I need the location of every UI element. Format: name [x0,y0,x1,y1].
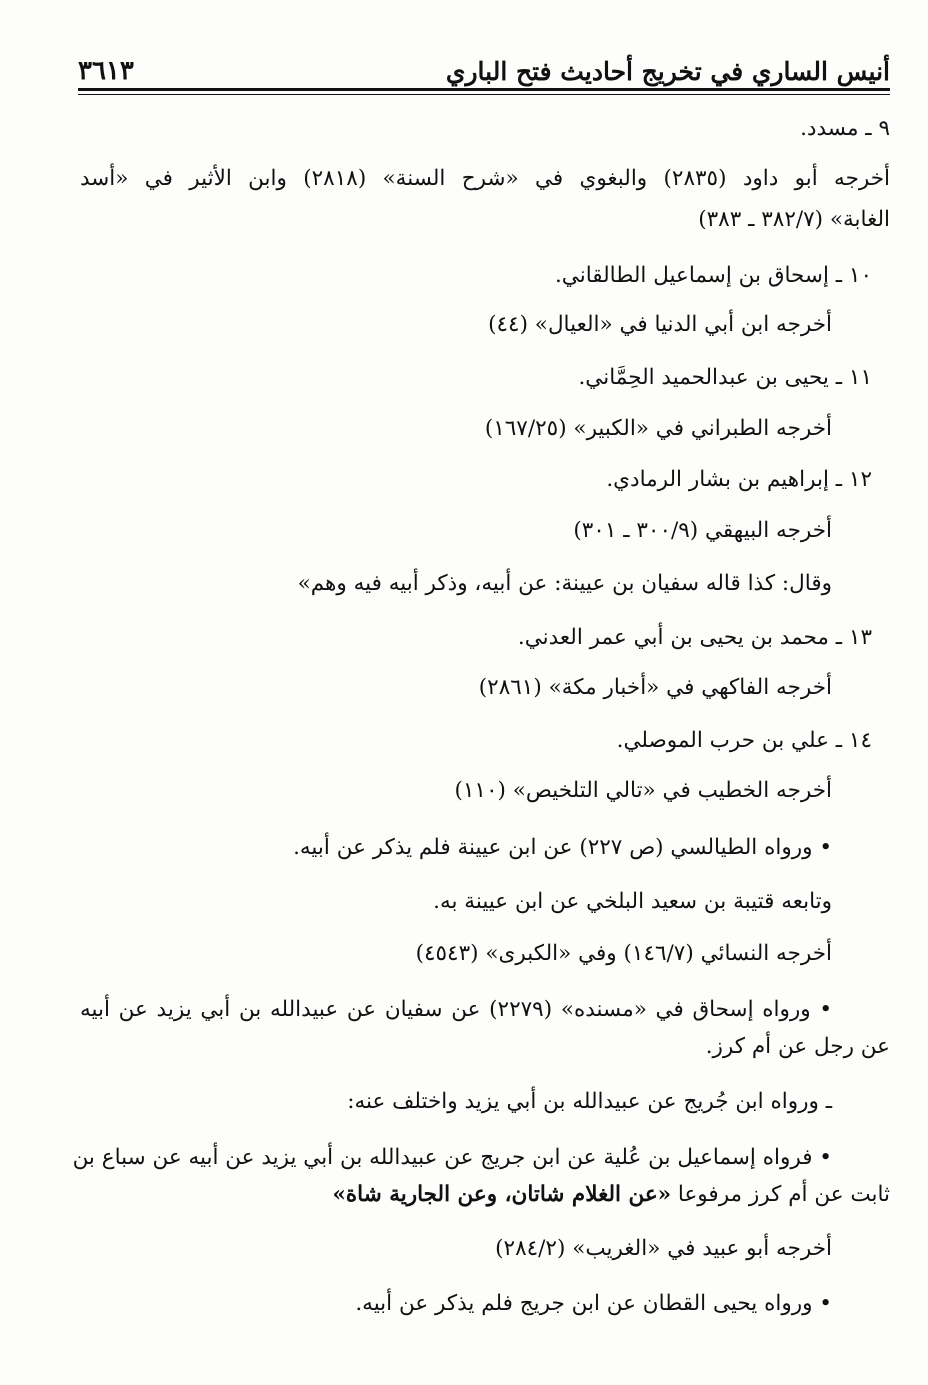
entry-11-source: أخرجه الطبراني في «الكبير» (١٦٧/٢٥) [484,416,832,441]
running-title: أنيس الساري في تخريج أحاديث فتح الباري [445,57,890,86]
entry-14-source: أخرجه الخطيب في «تالي التلخيص» (١١٠) [454,778,832,803]
abu-ubaid-source: أخرجه أبو عبيد في «الغريب» (٢٨٤/٢) [495,1236,832,1261]
qattan-paragraph: • ورواه يحيى القطان عن ابن جريج فلم يذكر عن أبيه. [355,1291,832,1316]
page-number: ٣٦١٣ [78,56,134,86]
ibn-jurayj-paragraph: ـ ورواه ابن جُريج عن عبيدالله بن أبي يزيد واختلف عنه: [347,1089,832,1114]
entry-13-source: أخرجه الفاكهي في «أخبار مكة» (٢٨٦١) [478,675,832,700]
entry-9-source: أخرجه أبو داود (٢٨٣٥) والبغوي في «شرح السنة» (٢٨١٨) وابن الأثير في «أسد [80,166,890,191]
qutaiba-paragraph: وتابعه قتيبة بن سعيد البلخي عن ابن عيينة به. [433,889,832,914]
ibn-ulayya-paragraph: • فرواه إسماعيل بن عُلية عن ابن جريج عن عبيدالله بن أبي يزيد عن أبيه عن سباع بن [72,1145,832,1170]
entry-9-source-cont: الغابة» (٣٨٢/٧ ـ ٣٨٣) [698,207,890,232]
ishaq-paragraph: • ورواه إسحاق في «مسنده» (٢٢٧٩) عن سفيان عن عبيدالله بن أبي يزيد عن أبيه [80,997,833,1022]
header-rule-thick [78,88,890,91]
entry-12-heading: ١٢ ـ إبراهيم بن بشار الرمادي. [606,467,872,492]
ibn-ulayya-paragraph-cont [332,1176,890,1213]
tayalisi-paragraph: • ورواه الطيالسي (ص ٢٢٧) عن ابن عيينة فلم يذكر عن أبيه. [293,835,832,860]
nasai-source: أخرجه النسائي (١٤٦/٧) وفي «الكبرى» (٤٥٤٣) [415,941,832,966]
entry-13-heading: ١٣ ـ محمد بن يحيى بن أبي عمر العدني. [517,625,872,650]
entry-12-source: أخرجه البيهقي (٣٠٠/٩ ـ ٣٠١) [573,518,832,543]
page-header [78,42,890,86]
header-rule-thin [78,94,890,95]
entry-12-note: وقال: كذا قاله سفيان بن عيينة: عن أبيه، وذكر أبيه فيه وهم» [297,571,832,596]
ibn-ulayya-text: ثابت عن أم كرز مرفوعا [671,1182,890,1207]
entry-10-heading: ١٠ ـ إسحاق بن إسماعيل الطالقاني. [554,263,872,288]
entry-10-source: أخرجه ابن أبي الدنيا في «العيال» (٤٤) [488,312,832,337]
ishaq-paragraph-cont: عن رجل عن أم كرز. [705,1034,890,1059]
entry-14-heading: ١٤ ـ علي بن حرب الموصلي. [616,728,872,753]
entry-11-heading: ١١ ـ يحيى بن عبدالحميد الحِمَّاني. [578,365,872,390]
entry-9-heading: ٩ ـ مسدد. [800,116,890,141]
hadith-quote: «عن الغلام شاتان، وعن الجارية شاة» [332,1182,672,1207]
